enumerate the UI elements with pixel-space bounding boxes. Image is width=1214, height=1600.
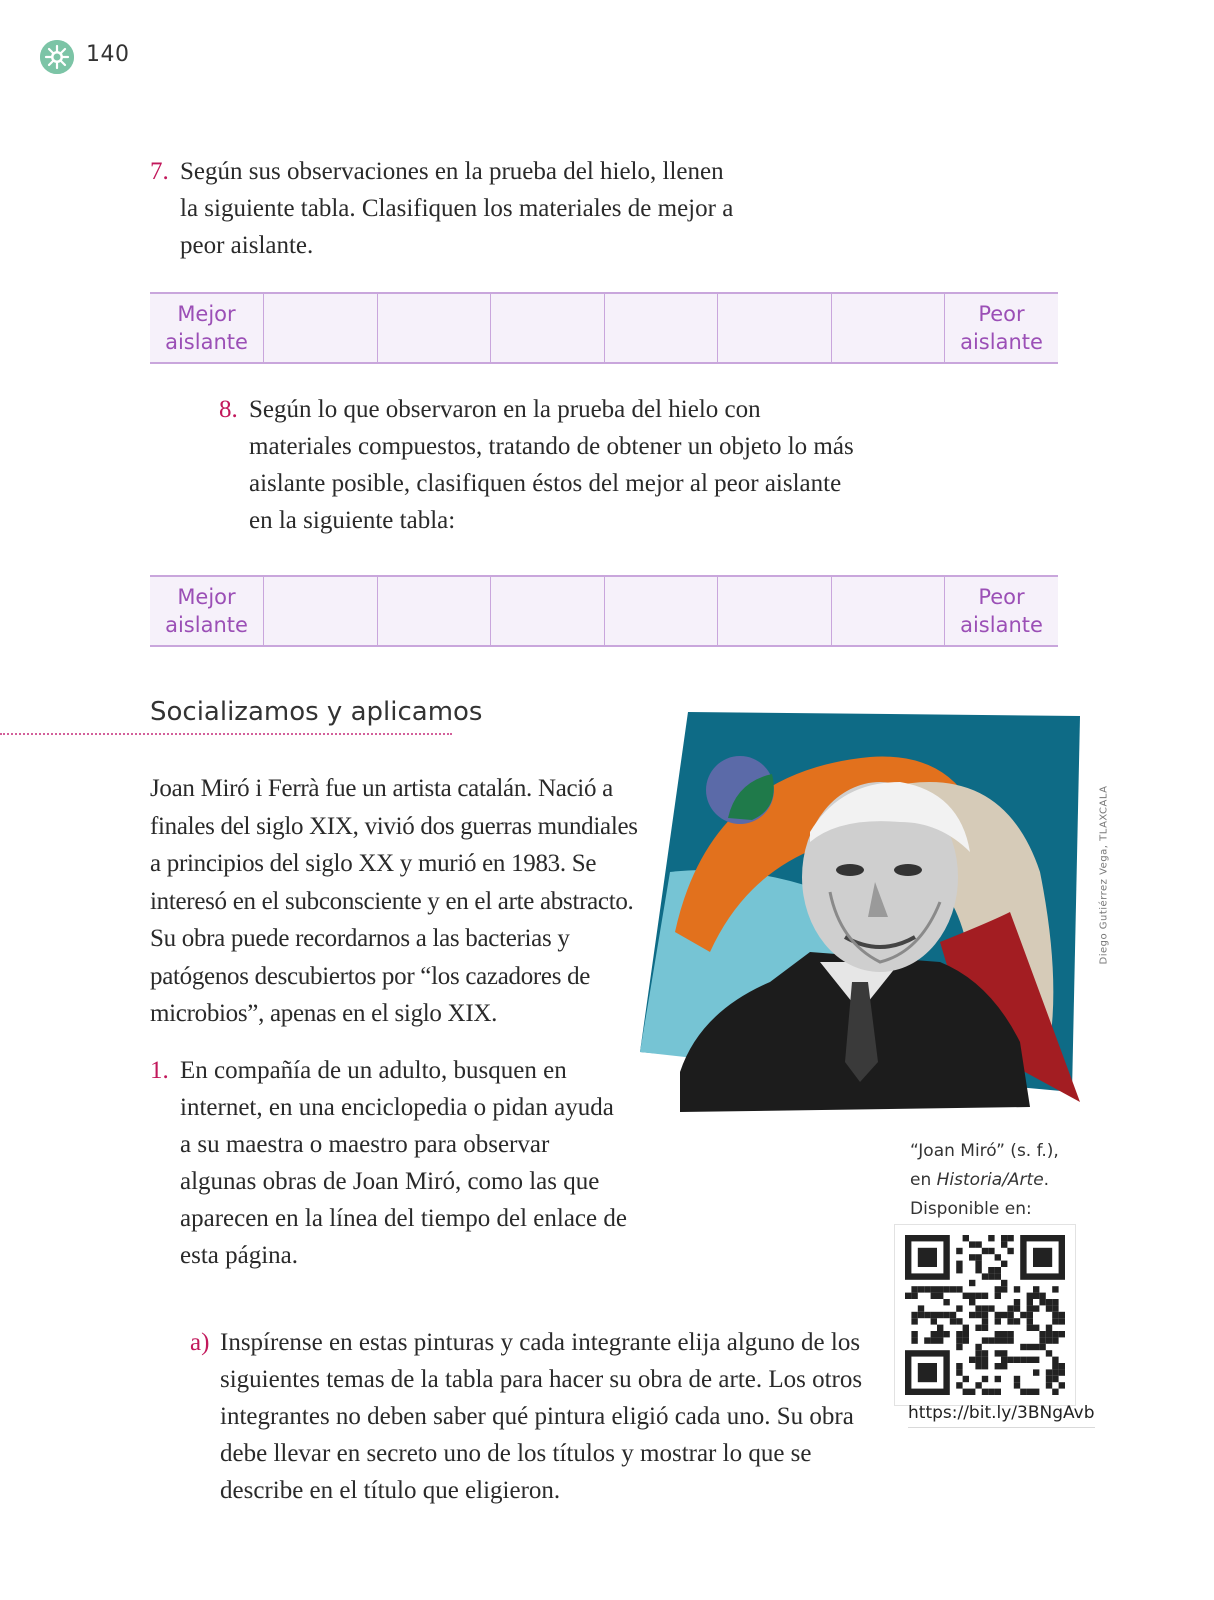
citation-source bbox=[910, 1166, 1100, 1195]
table-1-worst-label: Peor aislante bbox=[945, 293, 1059, 363]
question-a-text: Inspírense en estas pinturas y cada integrante elija alguno de los siguientes temas de la tabla para hacer su obra de arte. Los otros integrantes no deben saber qué pintura eligió cada uno. Su obra debe llevar en secreto uno de los títulos y mostrar lo que se describe en el título que eligieron. bbox=[220, 1329, 863, 1504]
illustration-credit-text: Diego Gutiérrez Vega, TLAXCALA bbox=[1098, 785, 1110, 965]
table-2-worst-label: Peor aislante bbox=[945, 576, 1059, 646]
question-1-text: En compañía de un adulto, busquen en internet, en una enciclopedia o pidan ayuda a su maestra o maestro para observar algunas obras de Joan Miró, como las que aparecen en la línea del tiempo del enlace de esta página. bbox=[180, 1057, 627, 1269]
joan-miro-portrait-illustration bbox=[640, 712, 1100, 1124]
question-7-text: Según sus observaciones en la prueba del hielo, llenen la siguiente tabla. Clasifiquen los materiales de mejor a peor aislante. bbox=[180, 158, 734, 259]
section-title: Socializamos y aplicamos bbox=[150, 697, 483, 727]
table-2-cell[interactable] bbox=[831, 576, 945, 646]
page-number: 140 bbox=[86, 42, 130, 67]
section-divider bbox=[0, 733, 452, 735]
sun-badge-icon bbox=[40, 40, 74, 74]
table-1-cell[interactable] bbox=[604, 293, 718, 363]
question-a bbox=[190, 1324, 880, 1509]
ranking-table-2 bbox=[150, 575, 1058, 647]
table-1-cell[interactable] bbox=[718, 293, 832, 363]
qr-code[interactable] bbox=[894, 1224, 1076, 1406]
citation-source-prefix: en bbox=[910, 1170, 937, 1190]
miro-paragraph: Joan Miró i Ferrà fue un artista catalán. Nació a finales del siglo XIX, vivió dos guerras mundiales a principios del siglo XX y murió en 1983. Se interesó en el subconsciente y en el arte abstracto. Su obra puede recordarnos a las bacterias y patógenos descubiertos por “los cazadores de microbios”, apenas en el siglo XIX. bbox=[150, 775, 638, 1027]
table-2-cell[interactable] bbox=[377, 576, 491, 646]
ranking-table-1 bbox=[150, 292, 1058, 364]
question-8-text: Según lo que observaron en la prueba del hielo con materiales compuestos, tratando de obtener un objeto lo más aislante posible, clasifiquen éstos del mejor al peor aislante en la siguiente tabla: bbox=[249, 396, 854, 534]
table-2-cell[interactable] bbox=[264, 576, 378, 646]
question-8 bbox=[219, 391, 869, 539]
table-2-cell[interactable] bbox=[718, 576, 832, 646]
question-8-number: 8. bbox=[219, 396, 238, 423]
table-1-best-label: Mejor aislante bbox=[150, 293, 264, 363]
table-1-cell[interactable] bbox=[377, 293, 491, 363]
question-1 bbox=[150, 1052, 630, 1274]
citation-source-suffix: . bbox=[1043, 1170, 1050, 1190]
question-7-number: 7. bbox=[150, 158, 169, 185]
question-1-number: 1. bbox=[150, 1057, 169, 1084]
question-a-number: a) bbox=[190, 1329, 210, 1356]
table-1-cell[interactable] bbox=[831, 293, 945, 363]
illustration-credit bbox=[1094, 785, 1114, 965]
citation-title: “Joan Miró” (s. f.), bbox=[910, 1141, 1059, 1161]
citation-source-name: Historia/Arte bbox=[936, 1170, 1044, 1190]
table-1-cell[interactable] bbox=[491, 293, 605, 363]
qr-code-icon bbox=[895, 1225, 1075, 1405]
table-2-cell[interactable] bbox=[604, 576, 718, 646]
citation-available: Disponible en: bbox=[910, 1199, 1032, 1219]
citation bbox=[910, 1137, 1100, 1224]
table-1-cell[interactable] bbox=[264, 293, 378, 363]
table-2-cell[interactable] bbox=[491, 576, 605, 646]
question-7 bbox=[150, 153, 740, 264]
table-2-best-label: Mejor aislante bbox=[150, 576, 264, 646]
link-url[interactable]: https://bit.ly/3BNgAvb bbox=[908, 1403, 1095, 1428]
